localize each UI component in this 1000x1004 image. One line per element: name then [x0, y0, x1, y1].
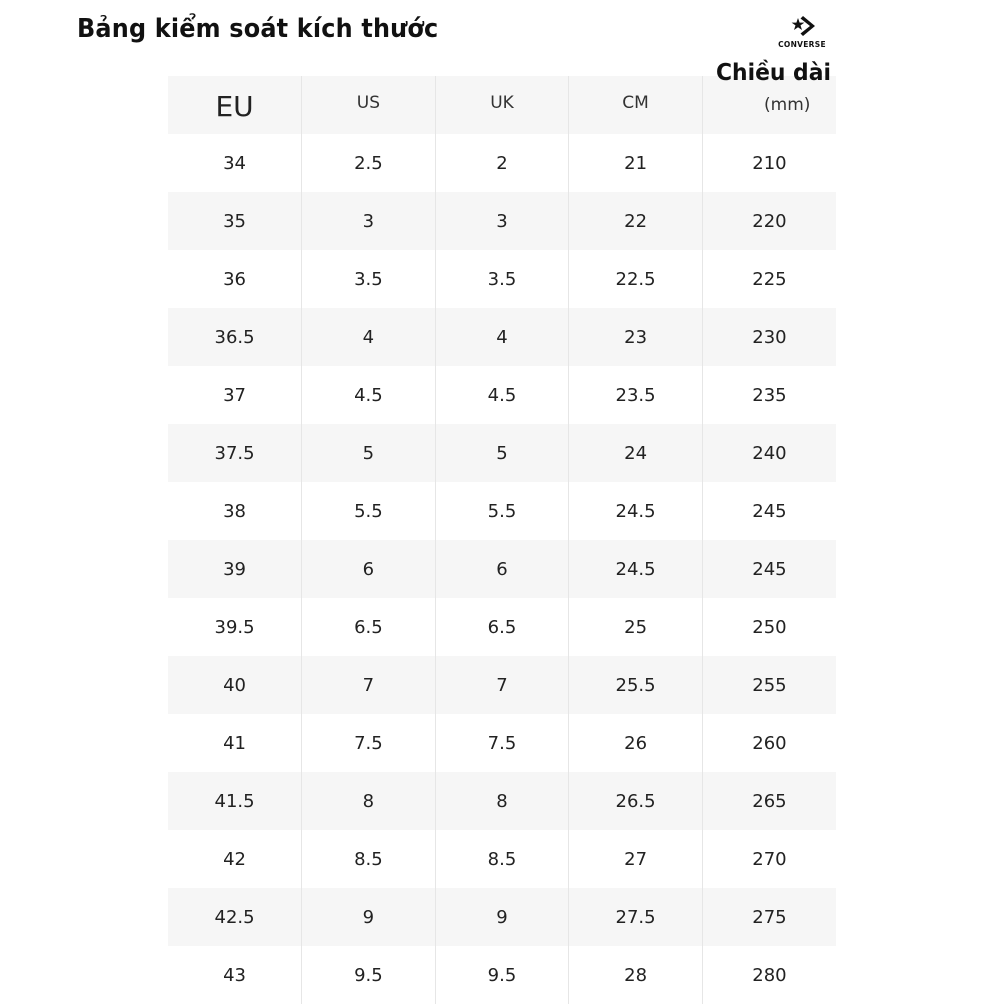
cell-length-mm: 255: [752, 674, 787, 696]
cell-us: 4.5: [302, 366, 436, 424]
cell-cm: 25.5: [569, 656, 703, 714]
cell-eu: 39: [168, 540, 302, 598]
cell-us: 3.5: [302, 250, 436, 308]
cell-cm: 23: [569, 308, 703, 366]
table-row: [168, 308, 836, 366]
length-heading: Chiều dài: [716, 60, 831, 86]
page-title: Bảng kiểm soát kích thước: [77, 14, 439, 44]
cell-cm: 23.5: [569, 366, 703, 424]
header-cm: CM: [569, 76, 703, 134]
table-row: [168, 366, 836, 424]
cell-us: 3: [302, 192, 436, 250]
cell-eu: 37.5: [168, 424, 302, 482]
table-row: [168, 946, 836, 1004]
cell-length-mm: 280: [752, 964, 787, 986]
table-row: [168, 250, 836, 308]
cell-cm: 26: [569, 714, 703, 772]
cell-eu: 40: [168, 656, 302, 714]
cell-us: 5.5: [302, 482, 436, 540]
cell-us: 8.5: [302, 830, 436, 888]
cell-us: 6.5: [302, 598, 436, 656]
cell-uk: 9.5: [435, 946, 569, 1004]
cell-eu: 43: [168, 946, 302, 1004]
cell-cm: 27.5: [569, 888, 703, 946]
cell-us: 6: [302, 540, 436, 598]
cell-uk: 8: [435, 772, 569, 830]
cell-length-mm: 245: [752, 500, 787, 522]
table-row: [168, 540, 836, 598]
header-eu: EU: [168, 76, 302, 134]
cell-uk: 5.5: [435, 482, 569, 540]
table-row: [168, 134, 836, 192]
cell-uk: 6: [435, 540, 569, 598]
cell-uk: 8.5: [435, 830, 569, 888]
cell-cm: 27: [569, 830, 703, 888]
cell-us: 7: [302, 656, 436, 714]
cell-uk: 6.5: [435, 598, 569, 656]
cell-length-mm: 245: [752, 558, 787, 580]
cell-length-mm: 250: [752, 616, 787, 638]
cell-eu: 42.5: [168, 888, 302, 946]
cell-cm: 24.5: [569, 540, 703, 598]
cell-length-mm: 260: [752, 732, 787, 754]
table-row: [168, 830, 836, 888]
cell-length-mm: 235: [752, 384, 787, 406]
table-row: [168, 772, 836, 830]
cell-length-mm: 275: [752, 906, 787, 928]
cell-uk: 9: [435, 888, 569, 946]
cell-eu: 42: [168, 830, 302, 888]
size-table: [168, 76, 836, 1004]
cell-us: 9.5: [302, 946, 436, 1004]
cell-cm: 25: [569, 598, 703, 656]
table-body: [168, 134, 836, 1004]
cell-us: 8: [302, 772, 436, 830]
table-row: [168, 888, 836, 946]
cell-eu: 36: [168, 250, 302, 308]
cell-us: 7.5: [302, 714, 436, 772]
table-row: [168, 656, 836, 714]
cell-uk: 5: [435, 424, 569, 482]
cell-eu: 41: [168, 714, 302, 772]
cell-length-mm: 240: [752, 442, 787, 464]
cell-eu: 34: [168, 134, 302, 192]
cell-us: 2.5: [302, 134, 436, 192]
cell-cm: 21: [569, 134, 703, 192]
cell-uk: 4.5: [435, 366, 569, 424]
cell-uk: 2: [435, 134, 569, 192]
cell-length-mm: 210: [752, 152, 787, 174]
cell-eu: 35: [168, 192, 302, 250]
cell-cm: 24.5: [569, 482, 703, 540]
cell-cm: 22: [569, 192, 703, 250]
cell-eu: 37: [168, 366, 302, 424]
cell-eu: 41.5: [168, 772, 302, 830]
cell-cm: 22.5: [569, 250, 703, 308]
table-row: [168, 714, 836, 772]
cell-eu: 38: [168, 482, 302, 540]
cell-eu: 39.5: [168, 598, 302, 656]
header-us: US: [302, 76, 436, 134]
cell-uk: 3.5: [435, 250, 569, 308]
converse-star-chevron-icon: [791, 14, 815, 38]
cell-cm: 26.5: [569, 772, 703, 830]
cell-uk: 4: [435, 308, 569, 366]
cell-us: 5: [302, 424, 436, 482]
cell-length-mm: 220: [752, 210, 787, 232]
length-unit: (mm): [764, 95, 811, 115]
cell-uk: 7.5: [435, 714, 569, 772]
header-uk: UK: [435, 76, 569, 134]
cell-length-mm: 230: [752, 326, 787, 348]
table-row: [168, 482, 836, 540]
cell-length-mm: 225: [752, 268, 787, 290]
table-row: [168, 424, 836, 482]
cell-length-mm: 265: [752, 790, 787, 812]
cell-uk: 3: [435, 192, 569, 250]
cell-cm: 28: [569, 946, 703, 1004]
converse-logo: [772, 14, 838, 54]
cell-cm: 24: [569, 424, 703, 482]
cell-us: 4: [302, 308, 436, 366]
cell-eu: 36.5: [168, 308, 302, 366]
brand-name: CONVERSE: [778, 40, 826, 49]
cell-uk: 7: [435, 656, 569, 714]
cell-length-mm: 270: [752, 848, 787, 870]
table-row: [168, 192, 836, 250]
cell-us: 9: [302, 888, 436, 946]
table-row: [168, 598, 836, 656]
